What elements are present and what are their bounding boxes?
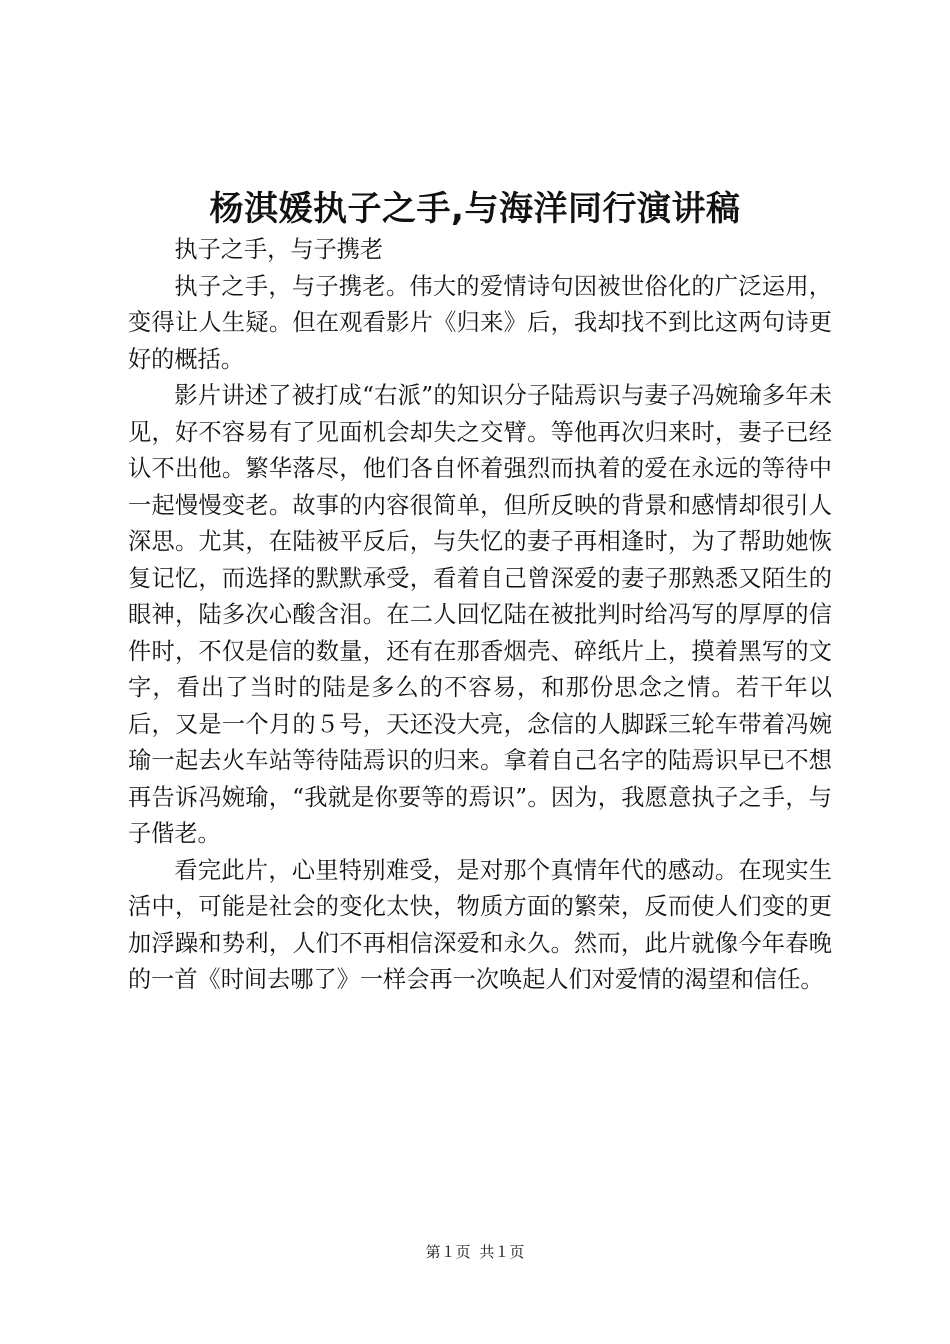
document-title: 杨淇媛执子之手,与海洋同行演讲稿 [209, 189, 741, 229]
paragraph: 影片讲述了被打成“右派”的知识分子陆焉识与妻子冯婉瑜多年未见，好不容易有了见面机会却失之交臂。等他再次归来时，妻子已经认不出他。繁华落尽，他们各自怀着强烈而执着的爱在永远的等待中一起慢慢变老。故事的内容很简单，但所反映的背景和感情却很引人深思。尤其，在陆被平反后，与失忆的妻子再相逢时，为了帮助她恢复记忆，而选择的默默承受，看着自己曾深爱的妻子那熟悉又陌生的眼神，陆多次心酸含泪。在二人回忆陆在被批判时给冯写的厚厚的信件时，不仅是信的数量，还有在那香烟壳、碎纸片上，摸着黑写的文字，看出了当时的陆是多么的不容易，和那份思念之情。若干年以后，又是一个月的５号，天还没大亮，念信的人脚踩三轮车带着冯婉瑜一起去火车站等待陆焉识的归来。拿着自己名字的陆焉识早已不想再告诉冯婉瑜，“我就是你要等的焉识”。因为，我愿意执子之手，与子偕老。 [128, 382, 832, 847]
document-body [128, 232, 832, 999]
page-footer: 第１页 共１页 [425, 1243, 525, 1261]
paragraph: 看完此片，心里特别难受，是对那个真情年代的感动。在现实生活中，可能是社会的变化太快，物质方面的繁荣，反而使人们变的更加浮躁和势利，人们不再相信深爱和永久。然而，此片就像今年春晚的一首《时间去哪了》一样会再一次唤起人们对爱情的渴望和信任。 [128, 856, 832, 993]
paragraph-subtitle: 执子之手，与子携老 [174, 236, 384, 263]
paragraph: 执子之手，与子携老。伟大的爱情诗句因被世俗化的广泛运用，变得让人生疑。但在观看影片《归来》后，我却找不到比这两句诗更好的概括。 [128, 272, 832, 373]
